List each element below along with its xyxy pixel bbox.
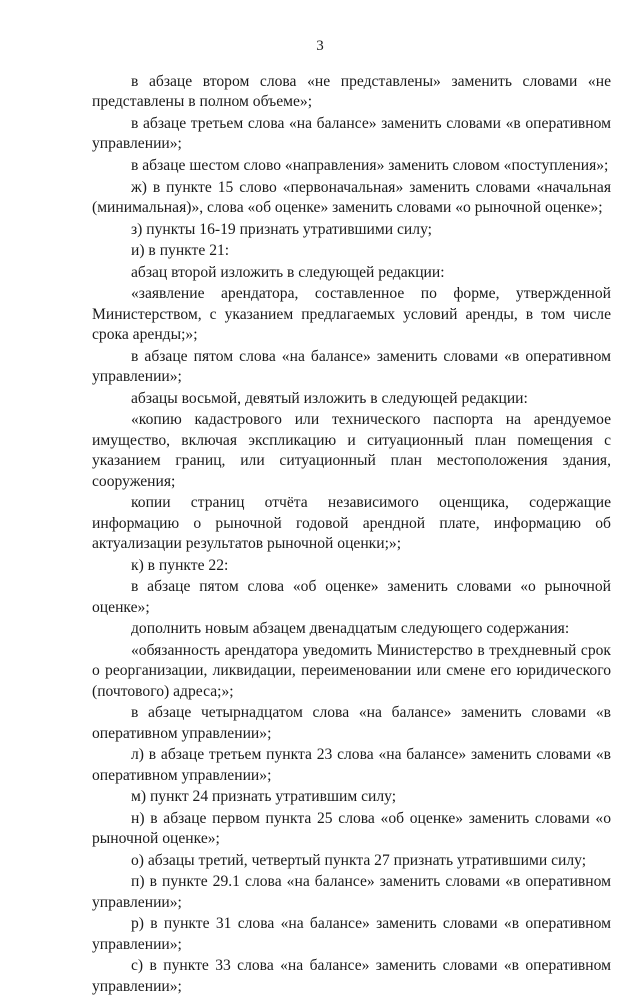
paragraph: п) в пункте 29.1 слова «на балансе» заменить словами «в оперативном управлении»; — [92, 873, 611, 911]
paragraph: копии страниц отчёта независимого оценщика, содержащие информацию о рыночной годовой арендной плате, информацию об актуализации результатов рыночной оценки;»; — [92, 494, 611, 552]
paragraph: ж) в пункте 15 слово «первоначальная» заменить словами «начальная (минимальная)», слова «об оценке» заменить словами «о рыночной оценке»; — [92, 178, 611, 216]
paragraph: з) пункты 16-19 признать утратившими силу; — [131, 220, 432, 238]
paragraph: в абзаце третьем слова «на балансе» заменить словами «в оперативном управлении»; — [92, 115, 611, 153]
document-body — [92, 72, 611, 998]
paragraph: в абзаце пятом слова «об оценке» заменить словами «о рыночной оценке»; — [92, 578, 611, 616]
paragraph: о) абзацы третий, четвертый пункта 27 признать утратившими силу; — [131, 851, 587, 869]
paragraph: м) пункт 24 признать утратившим силу; — [131, 788, 397, 806]
paragraph: дополнить новым абзацем двенадцатым следующего содержания: — [131, 620, 570, 638]
paragraph: и) в пункте 21: — [131, 242, 230, 260]
paragraph: абзацы восьмой, девятый изложить в следующей редакции: — [131, 389, 528, 407]
paragraph: с) в пункте 33 слова «на балансе» заменить словами «в оперативном управлении»; — [92, 957, 611, 995]
paragraph: в абзаце четырнадцатом слова «на балансе» заменить словами «в оперативном управлении»; — [92, 704, 611, 742]
paragraph: р) в пункте 31 слова «на балансе» заменить словами «в оперативном управлении»; — [92, 915, 611, 953]
paragraph: «заявление арендатора, составленное по форме, утвержденной Министерством, с указанием предлагаемых условий аренды, в том числе срока аренды;»; — [92, 285, 611, 344]
paragraph: «обязанность арендатора уведомить Министерство в трехдневный срок о реорганизации, ликвидации, переименовании или смене его юридического (почтового) адреса;»; — [92, 641, 611, 700]
paragraph: в абзаце пятом слова «на балансе» заменить словами «в оперативном управлении»; — [92, 347, 611, 386]
paragraph: л) в абзаце третьем пункта 23 слова «на балансе» заменить словами «в оперативном управлении»; — [92, 746, 611, 784]
paragraph: н) в абзаце первом пункта 25 слова «об оценке» заменить словами «о рыночной оценке»; — [92, 809, 611, 848]
paragraph: абзац второй изложить в следующей редакции: — [131, 263, 445, 281]
paragraph: «копию кадастрового или технического паспорта на арендуемое имущество, включая экспликацию и ситуационный план помещения с указанием границ, или ситуационный план местоположения здания, сооружения; — [92, 411, 611, 490]
paragraph: к) в пункте 22: — [131, 556, 229, 574]
paragraph: в абзаце втором слова «не представлены» заменить словами «не представлены в полном объеме»; — [92, 73, 611, 111]
paragraph: в абзаце шестом слово «направления» заменить словом «поступления»; — [131, 157, 609, 174]
page-number: 3 — [316, 38, 324, 54]
